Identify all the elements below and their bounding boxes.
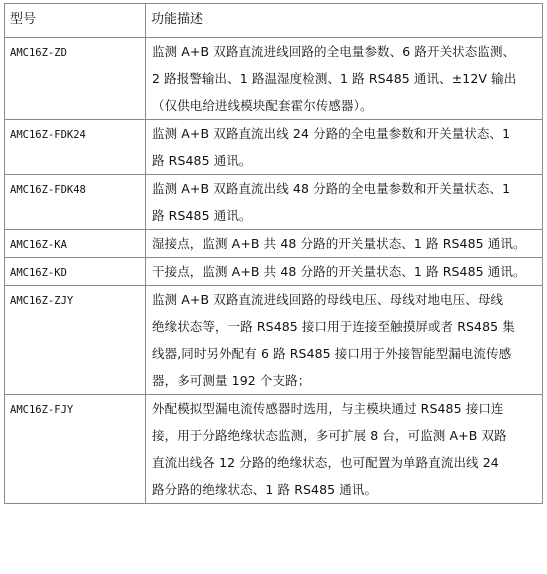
model-cell: AMC16Z-KD — [5, 258, 146, 286]
description-cell — [146, 230, 543, 258]
description-line: 监测 A+B 双路直流进线回路的全电量参数、6 路开关状态监测、 — [152, 44, 516, 59]
header-function: 功能描述 — [146, 4, 543, 38]
description-line: 线器,同时另外配有 6 路 RS485 接口用于外接智能型漏电流传感 — [152, 346, 512, 361]
table-row — [5, 175, 543, 230]
table-row — [5, 395, 543, 504]
model-cell: AMC16Z-KA — [5, 230, 146, 258]
model-cell: AMC16Z-FDK24 — [5, 120, 146, 175]
description-line: 接，用于分路绝缘状态监测，多可扩展 8 台，可监测 A+B 双路 — [152, 428, 507, 443]
description-line: 绝缘状态等，一路 RS485 接口用于连接至触摸屏或者 RS485 集 — [152, 319, 515, 334]
description-cell — [146, 258, 543, 286]
header-model: 型号 — [5, 4, 146, 38]
description-cell — [146, 286, 543, 395]
description-line: 湿接点，监测 A+B 共 48 分路的开关量状态、1 路 RS485 通讯。 — [152, 236, 526, 251]
description-cell — [146, 120, 543, 175]
description-line: 监测 A+B 双路直流出线 48 分路的全电量参数和开关量状态、1 — [152, 181, 511, 196]
description-line: 干接点，监测 A+B 共 48 分路的开关量状态、1 路 RS485 通讯。 — [152, 264, 526, 279]
table-row — [5, 286, 543, 395]
model-function-table — [4, 3, 543, 504]
table-row — [5, 38, 543, 120]
model-cell: AMC16Z-FJY — [5, 395, 146, 504]
description-line: 路分路的绝缘状态、1 路 RS485 通讯。 — [152, 482, 378, 497]
description-line: 外配模拟型漏电流传感器时选用，与主模块通过 RS485 接口连 — [152, 401, 504, 416]
description-line: （仅供电给进线模块配套霍尔传感器）。 — [152, 98, 373, 113]
description-line: 器，多可测量 192 个支路； — [152, 373, 311, 388]
table-row — [5, 120, 543, 175]
table-header-row — [5, 4, 543, 38]
model-cell: AMC16Z-FDK48 — [5, 175, 146, 230]
table-row — [5, 258, 543, 286]
model-cell: AMC16Z-ZJY — [5, 286, 146, 395]
description-line: 路 RS485 通讯。 — [152, 153, 252, 168]
description-line: 监测 A+B 双路直流进线回路的母线电压、母线对地电压、母线 — [152, 292, 504, 307]
spec-table-wrapper — [4, 3, 542, 504]
description-line: 路 RS485 通讯。 — [152, 208, 252, 223]
description-line: 直流出线各 12 分路的绝缘状态，也可配置为单路直流出线 24 — [152, 455, 499, 470]
description-cell — [146, 395, 543, 504]
description-line: 2 路报警输出、1 路温湿度检测、1 路 RS485 通讯、±12V 输出 — [152, 71, 517, 86]
description-cell — [146, 38, 543, 120]
description-cell — [146, 175, 543, 230]
table-row — [5, 230, 543, 258]
description-line: 监测 A+B 双路直流出线 24 分路的全电量参数和开关量状态、1 — [152, 126, 511, 141]
model-cell: AMC16Z-ZD — [5, 38, 146, 120]
